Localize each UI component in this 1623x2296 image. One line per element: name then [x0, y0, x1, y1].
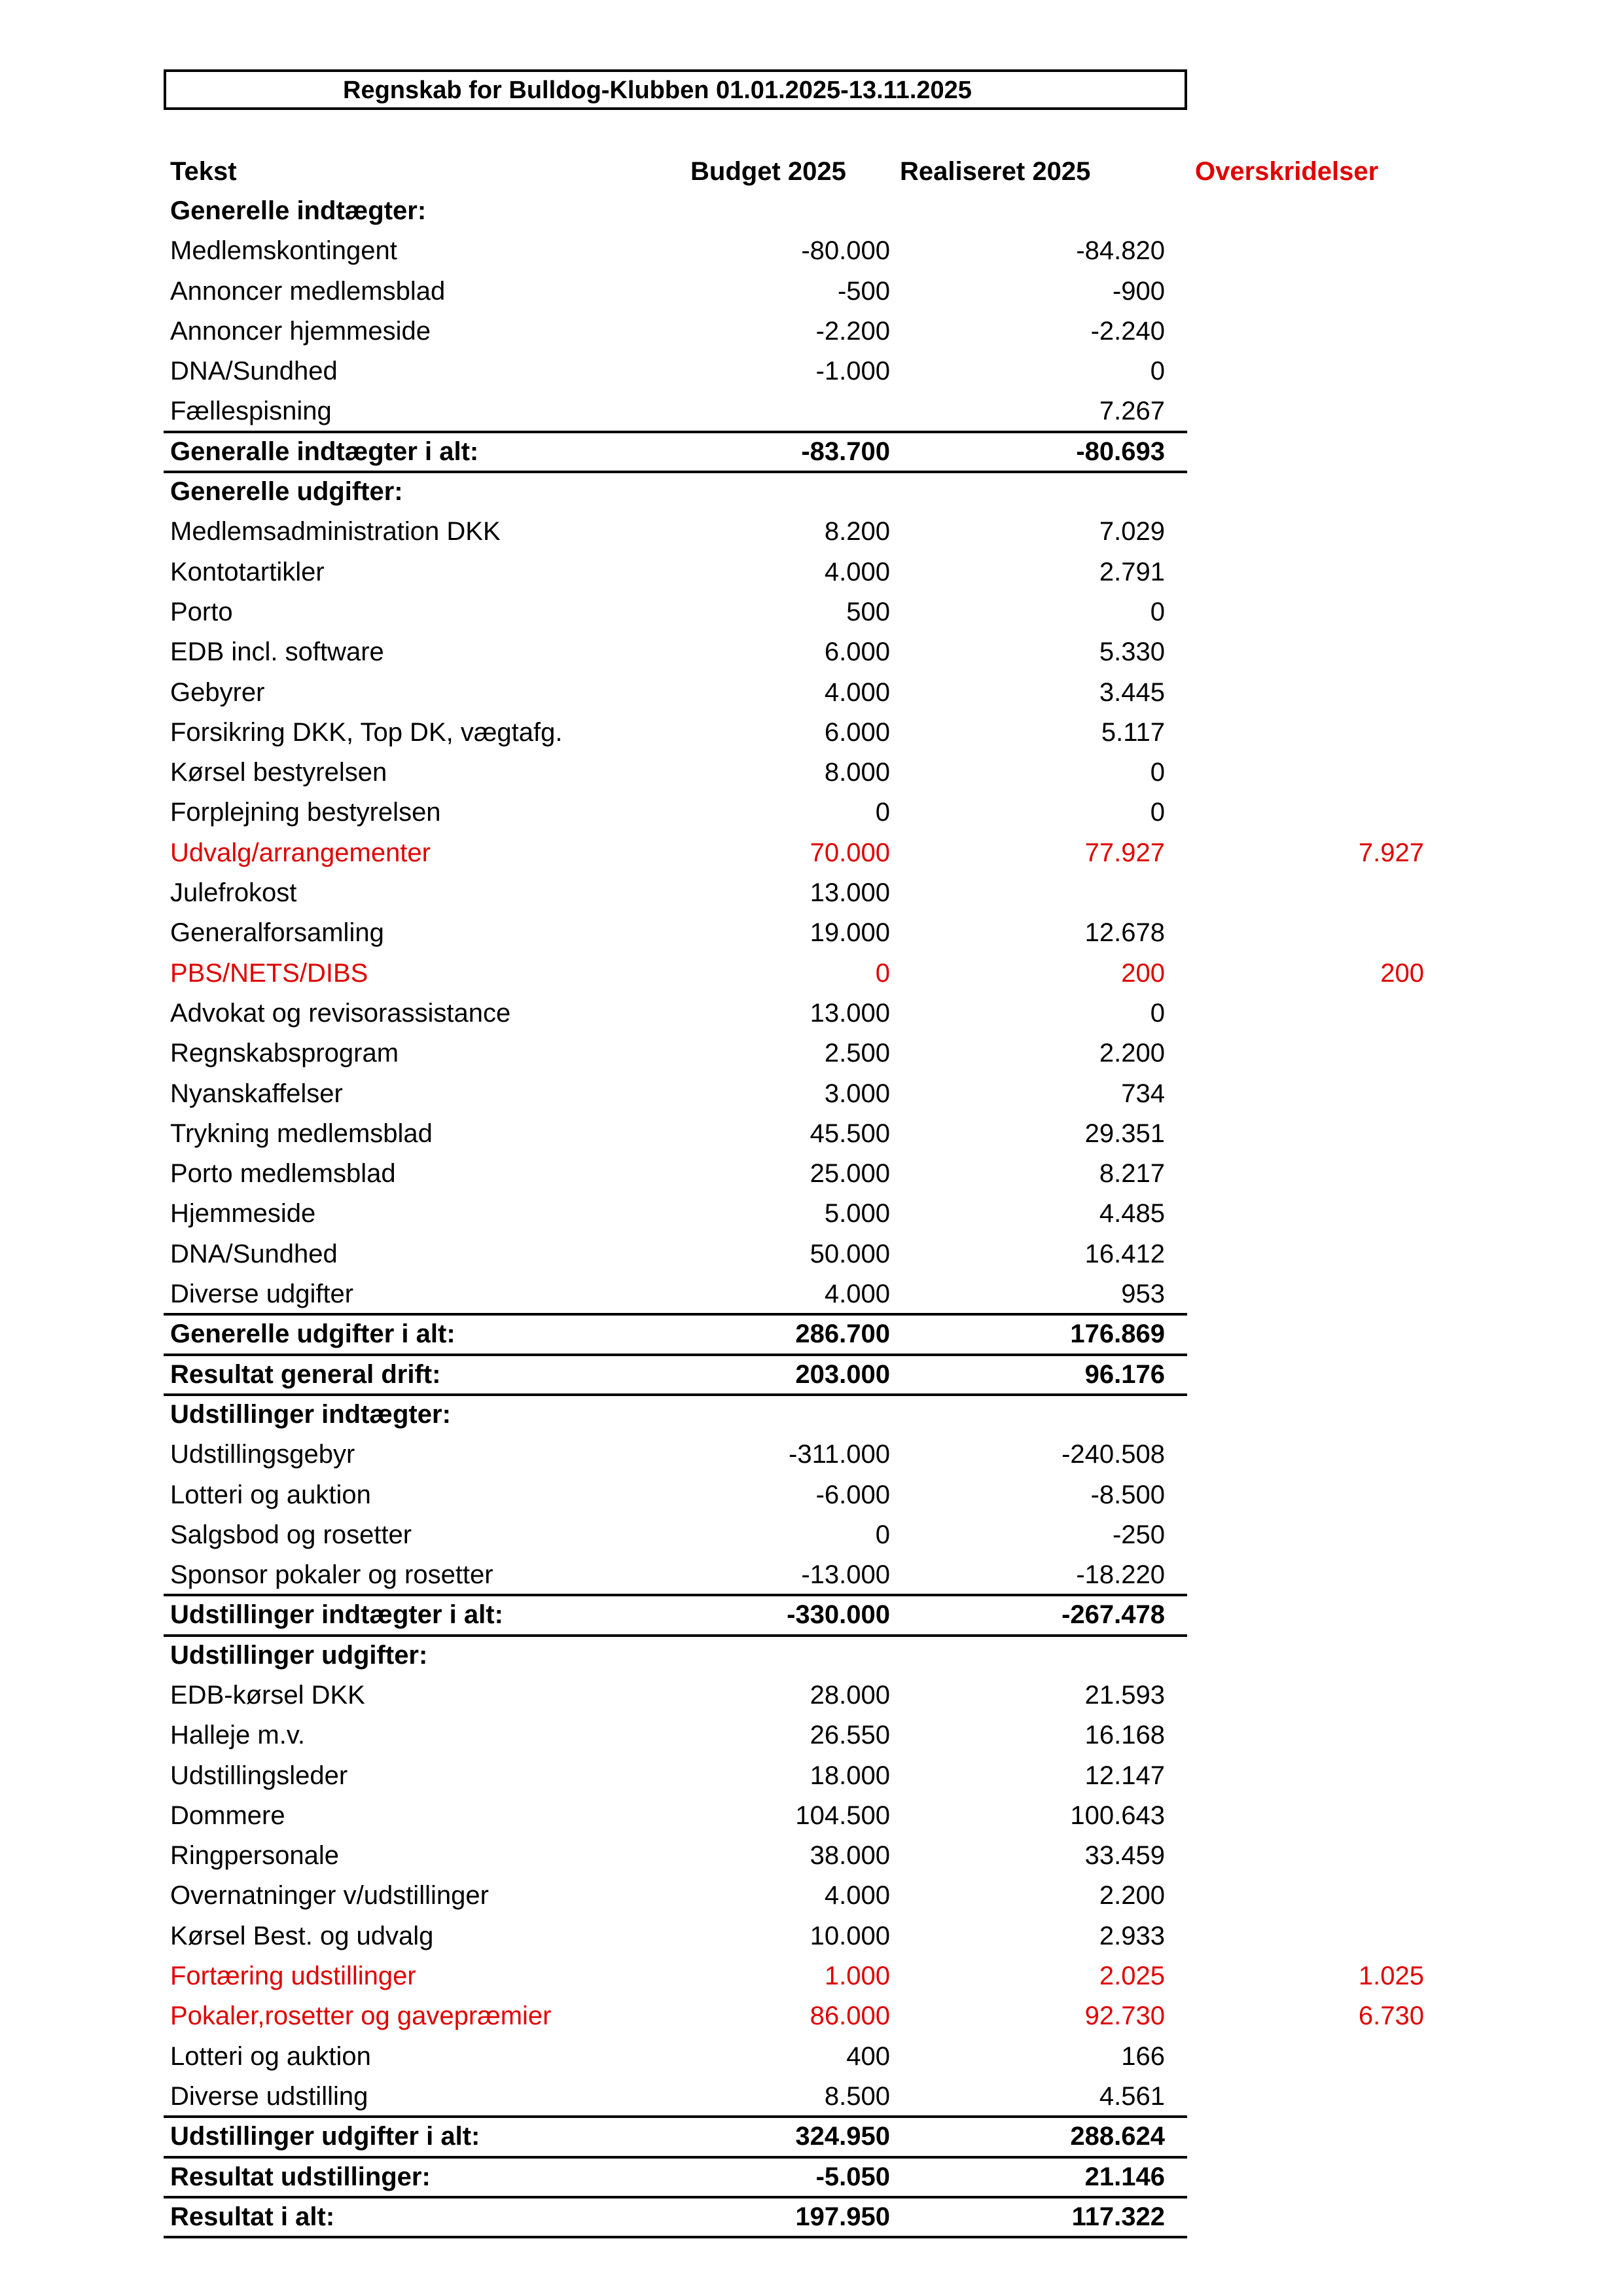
row-realized-value: -240.508	[1061, 1440, 1165, 1469]
row-realized-value: 33.459	[1084, 1841, 1165, 1871]
row-label: Forsikring DKK, Top DK, vægtafg.	[170, 717, 563, 747]
row-budget-value: 2.500	[824, 1039, 890, 1068]
row-label: Kørsel bestyrelsen	[170, 758, 387, 787]
ledger-row	[0, 1876, 1623, 1916]
row-label: Resultat udstillinger:	[170, 2162, 431, 2191]
row-label: Julefrokost	[170, 878, 297, 908]
ledger-heading-row	[0, 1636, 1623, 1676]
row-realized-value: -8.500	[1090, 1480, 1165, 1509]
row-label: Hjemmeside	[170, 1199, 316, 1229]
row-label: EDB-kørsel DKK	[170, 1680, 365, 1710]
row-label: Annoncer hjemmeside	[170, 316, 431, 346]
ledger-row	[0, 1756, 1623, 1796]
row-label: Forplejning bestyrelsen	[170, 798, 441, 827]
row-label: Generalle indtægter i alt:	[170, 437, 479, 466]
row-label: Generelle udgifter:	[170, 477, 403, 507]
row-label: Resultat i alt:	[170, 2202, 335, 2231]
ledger-heading-row	[0, 1595, 1623, 1635]
row-label: Udvalg/arrangementer	[170, 838, 431, 867]
column-header-budget: Budget 2025	[690, 157, 846, 186]
row-budget-value: 5.000	[824, 1199, 890, 1229]
row-label: Medlemsadministration DKK	[170, 517, 501, 547]
ledger-heading-row	[0, 191, 1623, 231]
row-realized-value: -2.240	[1090, 316, 1165, 346]
row-budget-value: -83.700	[801, 437, 890, 466]
ledger-heading-row	[0, 472, 1623, 512]
ledger-heading-row	[0, 1355, 1623, 1395]
ledger-row	[0, 1796, 1623, 1836]
row-label: Generelle indtægter:	[170, 196, 427, 225]
row-realized-value: 200	[1121, 958, 1165, 988]
row-overrun-value: 200	[1380, 958, 1424, 988]
row-budget-value: 70.000	[810, 838, 890, 867]
ledger-row	[0, 1475, 1623, 1515]
ledger-row	[0, 1234, 1623, 1274]
row-label: Udstillinger udgifter i alt:	[170, 2122, 480, 2151]
row-label: Advokat og revisorassistance	[170, 998, 511, 1028]
ledger-row	[0, 1194, 1623, 1234]
column-header-overrun: Overskridelser	[1195, 157, 1379, 186]
row-budget-value: 50.000	[810, 1239, 890, 1268]
ledger-row	[0, 994, 1623, 1033]
row-label: Udstillinger indtægter i alt:	[170, 1600, 503, 1630]
row-budget-value: 8.000	[824, 758, 890, 787]
row-budget-value: -80.000	[801, 236, 890, 266]
ledger-table	[0, 191, 1623, 2237]
ledger-row	[0, 1515, 1623, 1555]
row-budget-value: 3.000	[824, 1079, 890, 1108]
ledger-row	[0, 753, 1623, 793]
row-label: DNA/Sundhed	[170, 357, 338, 386]
report-title-box	[164, 69, 1187, 110]
ledger-row	[0, 1996, 1623, 2036]
row-realized-value: -80.693	[1076, 437, 1165, 466]
ledger-row	[0, 1916, 1623, 1956]
ledger-row	[0, 1435, 1623, 1475]
ledger-row	[0, 673, 1623, 713]
ledger-row	[0, 913, 1623, 953]
row-label: Annoncer medlemsblad	[170, 276, 446, 306]
ledger-row	[0, 833, 1623, 873]
row-realized-value: 12.147	[1084, 1761, 1165, 1790]
row-label: Porto	[170, 597, 233, 626]
ledger-heading-row	[0, 2117, 1623, 2157]
row-label: Resultat general drift:	[170, 1359, 441, 1389]
row-label: PBS/NETS/DIBS	[170, 958, 368, 988]
row-budget-value: 19.000	[810, 918, 890, 948]
row-realized-value: 117.322	[1071, 2202, 1165, 2231]
row-budget-value: 324.950	[795, 2122, 890, 2151]
row-label: Generelle udgifter i alt:	[170, 1319, 455, 1349]
row-realized-value: 16.412	[1084, 1239, 1165, 1268]
ledger-row	[0, 351, 1623, 391]
row-label: Kontotartikler	[170, 557, 325, 586]
row-realized-value: 734	[1121, 1079, 1165, 1108]
row-label: Lotteri og auktion	[170, 1480, 371, 1509]
row-label: Ringpersonale	[170, 1841, 339, 1871]
row-realized-value: 12.678	[1084, 918, 1165, 948]
row-budget-value: 4.000	[824, 557, 890, 586]
row-realized-value: 0	[1150, 597, 1165, 626]
row-realized-value: 0	[1150, 798, 1165, 827]
row-label: Udstillinger indtægter:	[170, 1399, 451, 1429]
row-budget-value: 25.000	[810, 1159, 890, 1189]
ledger-heading-row	[0, 2157, 1623, 2197]
ledger-row	[0, 1836, 1623, 1876]
ledger-row	[0, 793, 1623, 833]
row-budget-value: 4.000	[824, 1280, 890, 1309]
row-label: Udstillingsleder	[170, 1761, 348, 1790]
ledger-row	[0, 231, 1623, 271]
row-budget-value: 197.950	[795, 2202, 890, 2231]
row-budget-value: -2.200	[815, 316, 890, 346]
row-realized-value: 4.561	[1099, 2081, 1165, 2111]
row-label: Fortæring udstillinger	[170, 1962, 416, 1991]
row-budget-value: 4.000	[824, 1881, 890, 1910]
row-label: DNA/Sundhed	[170, 1239, 338, 1268]
row-label: Nyanskaffelser	[170, 1079, 343, 1108]
ledger-heading-row	[0, 432, 1623, 472]
ledger-row	[0, 391, 1623, 431]
ledger-row	[0, 272, 1623, 312]
row-label: Diverse udgifter	[170, 1280, 354, 1309]
row-realized-value: 3.445	[1099, 677, 1165, 707]
row-realized-value: 176.869	[1070, 1319, 1165, 1349]
ledger-row	[0, 512, 1623, 552]
row-label: Porto medlemsblad	[170, 1159, 396, 1189]
row-realized-value: 0	[1150, 357, 1165, 386]
ledger-row	[0, 1033, 1623, 1073]
row-label: Pokaler,rosetter og gavepræmier	[170, 2001, 552, 2031]
row-realized-value: 92.730	[1084, 2001, 1165, 2031]
row-budget-value: -5.050	[815, 2162, 890, 2191]
row-realized-value: 953	[1121, 1280, 1165, 1309]
row-realized-value: 4.485	[1099, 1199, 1165, 1229]
report-title: Regnskab for Bulldog-Klubben 01.01.2025-13.11.2025	[343, 77, 972, 104]
row-budget-value: 8.500	[824, 2081, 890, 2111]
ledger-row	[0, 1715, 1623, 1755]
row-label: Fællespisning	[170, 397, 332, 426]
row-budget-value: 13.000	[810, 878, 890, 908]
row-budget-value: -330.000	[787, 1600, 890, 1630]
row-budget-value: 45.500	[810, 1119, 890, 1148]
row-realized-value: 96.176	[1084, 1359, 1165, 1389]
row-label: Generalforsamling	[170, 918, 384, 948]
row-budget-value: 6.000	[824, 637, 890, 667]
row-realized-value: 288.624	[1070, 2122, 1165, 2151]
ledger-row	[0, 552, 1623, 592]
ledger-row	[0, 1114, 1623, 1154]
row-realized-value: -84.820	[1076, 236, 1165, 266]
row-label: Medlemskontingent	[170, 236, 397, 266]
row-label: Udstillinger udgifter:	[170, 1640, 428, 1670]
row-budget-value: 4.000	[824, 677, 890, 707]
ledger-heading-row	[0, 1314, 1623, 1354]
row-budget-value: 500	[846, 597, 890, 626]
ledger-row	[0, 592, 1623, 632]
row-budget-value: 0	[875, 958, 890, 988]
ledger-row	[0, 2077, 1623, 2117]
ledger-row	[0, 1676, 1623, 1715]
row-budget-value: 38.000	[810, 1841, 890, 1871]
row-label: Overnatninger v/udstillinger	[170, 1881, 489, 1910]
ledger-row	[0, 1074, 1623, 1114]
row-budget-value: -13.000	[801, 1560, 890, 1590]
ledger-heading-row	[0, 2197, 1623, 2237]
row-budget-value: 1.000	[824, 1962, 890, 1991]
row-realized-value: 166	[1121, 2041, 1165, 2071]
row-budget-value: -1.000	[815, 357, 890, 386]
row-realized-value: 21.593	[1084, 1680, 1165, 1710]
row-label: Regnskabsprogram	[170, 1039, 399, 1068]
row-label: Kørsel Best. og udvalg	[170, 1921, 434, 1950]
row-budget-value: 18.000	[810, 1761, 890, 1790]
row-realized-value: 7.029	[1099, 517, 1165, 547]
row-budget-value: 0	[875, 1520, 890, 1549]
row-label: Gebyrer	[170, 677, 265, 707]
ledger-row	[0, 1956, 1623, 1996]
column-header-realized: Realiseret 2025	[900, 157, 1091, 186]
row-label: Lotteri og auktion	[170, 2041, 371, 2071]
row-realized-value: 5.117	[1101, 717, 1165, 747]
row-realized-value: 7.267	[1099, 397, 1165, 426]
row-budget-value: 86.000	[810, 2001, 890, 2031]
row-label: Halleje m.v.	[170, 1721, 305, 1750]
row-realized-value: 0	[1150, 758, 1165, 787]
row-overrun-value: 1.025	[1358, 1962, 1424, 1991]
row-budget-value: 10.000	[810, 1921, 890, 1950]
row-budget-value: -500	[837, 276, 890, 306]
ledger-row	[0, 1555, 1623, 1595]
row-budget-value: -311.000	[789, 1440, 890, 1469]
row-budget-value: 28.000	[810, 1680, 890, 1710]
row-budget-value: 286.700	[795, 1319, 890, 1349]
row-realized-value: -18.220	[1076, 1560, 1165, 1590]
ledger-row	[0, 312, 1623, 351]
row-realized-value: 2.200	[1099, 1881, 1165, 1910]
ledger-row	[0, 632, 1623, 672]
row-budget-value: 26.550	[810, 1721, 890, 1750]
column-header-text: Tekst	[170, 157, 237, 186]
row-realized-value: 77.927	[1084, 838, 1165, 867]
ledger-heading-row	[0, 1395, 1623, 1435]
row-realized-value: -900	[1112, 276, 1165, 306]
row-budget-value: 6.000	[824, 717, 890, 747]
row-label: Sponsor pokaler og rosetter	[170, 1560, 493, 1590]
row-budget-value: 13.000	[810, 998, 890, 1028]
ledger-row	[0, 1154, 1623, 1194]
column-header-row	[0, 152, 1623, 191]
row-budget-value: -6.000	[815, 1480, 890, 1509]
row-budget-value: 8.200	[824, 517, 890, 547]
row-realized-value: 2.933	[1099, 1921, 1165, 1950]
row-realized-value: 2.791	[1099, 557, 1165, 586]
row-realized-value: 2.200	[1099, 1039, 1165, 1068]
row-realized-value: 0	[1150, 998, 1165, 1028]
ledger-row	[0, 2037, 1623, 2077]
ledger-row	[0, 873, 1623, 913]
row-realized-value: -267.478	[1061, 1600, 1165, 1630]
row-label: Dommere	[170, 1801, 285, 1830]
row-realized-value: 100.643	[1070, 1801, 1165, 1830]
row-realized-value: 2.025	[1099, 1962, 1165, 1991]
row-budget-value: 400	[846, 2041, 890, 2071]
row-overrun-value: 7.927	[1358, 838, 1424, 867]
row-realized-value: 8.217	[1099, 1159, 1165, 1189]
row-realized-value: 5.330	[1099, 637, 1165, 667]
ledger-row	[0, 954, 1623, 994]
row-label: Trykning medlemsblad	[170, 1119, 433, 1148]
row-overrun-value: 6.730	[1358, 2001, 1424, 2031]
row-realized-value: 16.168	[1084, 1721, 1165, 1750]
row-label: Salgsbod og rosetter	[170, 1520, 412, 1549]
ledger-row	[0, 1274, 1623, 1314]
row-realized-value: 21.146	[1084, 2162, 1165, 2191]
row-label: Diverse udstilling	[170, 2081, 368, 2111]
row-realized-value: -250	[1112, 1520, 1165, 1549]
row-label: Udstillingsgebyr	[170, 1440, 355, 1469]
row-realized-value: 29.351	[1084, 1119, 1165, 1148]
ledger-row	[0, 713, 1623, 753]
row-budget-value: 203.000	[795, 1359, 890, 1389]
row-budget-value: 104.500	[795, 1801, 890, 1830]
row-label: EDB incl. software	[170, 637, 384, 667]
row-budget-value: 0	[875, 798, 890, 827]
